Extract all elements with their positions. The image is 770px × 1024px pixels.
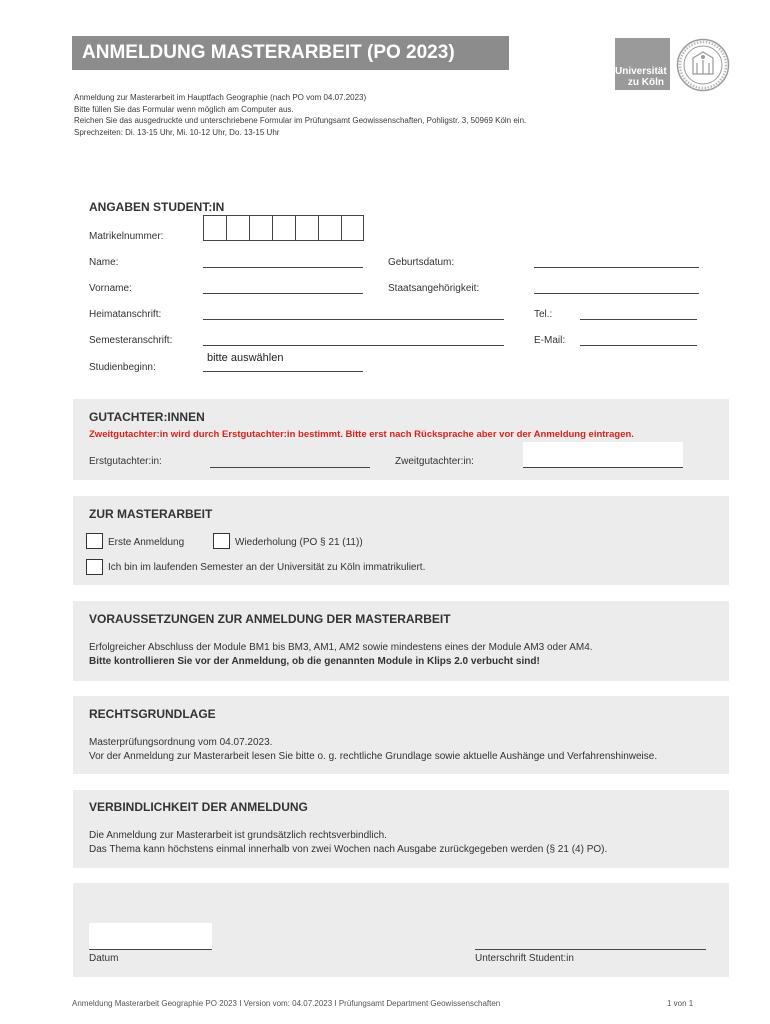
matrikel-label: Matrikelnummer: [89, 231, 164, 242]
geburtsdatum-label: Geburtsdatum: [388, 257, 455, 268]
verbindlichkeit-text [89, 829, 607, 857]
studienbeginn-label: Studienbeginn: [89, 362, 156, 373]
verbindlichkeit-section-title: VERBINDLICHKEIT DER ANMELDUNG [89, 800, 308, 814]
datum-input[interactable] [89, 923, 212, 949]
unterschrift-label: Unterschrift Student:in [475, 953, 574, 964]
zweitgutachter-label: Zweitgutachter:in: [395, 456, 474, 467]
erstgutachter-field[interactable] [210, 467, 370, 468]
datum-label: Datum [89, 953, 119, 964]
erste-anmeldung-label: Erste Anmeldung [108, 537, 185, 548]
matrikel-digit-box[interactable] [295, 215, 318, 241]
rechtsgrundlage-section [73, 696, 729, 774]
intro-line: Reichen Sie das ausgedruckte und unterschriebene Formular im Prüfungsamt Geowissenschaften, Pohligstr. 3, 50969 Köln ein. [74, 116, 527, 126]
verbindlichkeit-line: Die Anmeldung zur Masterarbeit ist grundsätzlich rechtsverbindlich. [89, 830, 387, 841]
footer-info: Anmeldung Masterarbeit Geographie PO 2023 I Version vom: 04.07.2023 I Prüfungsamt Department Geowissenschaften [72, 999, 501, 1008]
voraussetzungen-warning: Bitte kontrollieren Sie vor der Anmeldung, ob die genannten Module in Klips 2.0 verbucht sind! [89, 656, 540, 667]
gutachter-section [73, 399, 729, 480]
rechtsgrundlage-section-title: RECHTSGRUNDLAGE [89, 707, 216, 721]
zweitgutachter-underline [523, 467, 683, 468]
matrikel-digit-box[interactable] [318, 215, 341, 241]
matrikel-input[interactable] [203, 215, 364, 241]
heimatanschrift-field[interactable] [203, 319, 504, 320]
studienbeginn-underline [203, 371, 363, 372]
intro-line: Sprechzeiten: Di. 13-15 Uhr, Mi. 10-12 Uhr, Do. 13-15 Uhr [74, 127, 280, 137]
student-section-title: ANGABEN STUDENT:IN [89, 200, 225, 214]
rechtsgrundlage-line: Masterprüfungsordnung vom 04.07.2023. [89, 737, 273, 748]
matrikel-digit-box[interactable] [203, 215, 226, 241]
matrikel-digit-box[interactable] [226, 215, 249, 241]
geburtsdatum-field[interactable] [534, 267, 699, 268]
logo-line1: Universität [615, 66, 667, 77]
staatsangehoerigkeit-field[interactable] [534, 293, 699, 294]
matrikel-digit-box[interactable] [341, 215, 364, 241]
semesteranschrift-field[interactable] [203, 345, 504, 346]
name-label: Name: [89, 257, 119, 268]
email-label: E-Mail: [534, 335, 566, 346]
matrikel-digit-box[interactable] [272, 215, 295, 241]
voraussetzungen-line: Erfolgreicher Abschluss der Module BM1 bis BM3, AM1, AM2 sowie mindestens eines der Module AM3 oder AM4. [89, 642, 593, 653]
masterarbeit-section-title: ZUR MASTERARBEIT [89, 507, 213, 521]
tel-label: Tel.: [534, 309, 553, 320]
tel-field[interactable] [580, 319, 697, 320]
page-title: ANMELDUNG MASTERARBEIT (PO 2023) [72, 36, 509, 70]
erste-anmeldung-checkbox[interactable] [86, 533, 103, 549]
rechtsgrundlage-line: Vor der Anmeldung zur Masterarbeit lesen Sie bitte o. g. rechtliche Grundlage sowie aktuelle Aushänge und Verfahrenshinweise. [89, 751, 658, 762]
page-number: 1 von 1 [667, 999, 694, 1008]
vorname-field[interactable] [203, 293, 363, 294]
intro-line: Anmeldung zur Masterarbeit im Hauptfach Geographie (nach PO vom 04.07.2023) [74, 93, 367, 102]
verbindlichkeit-section [73, 790, 729, 868]
masterarbeit-section [73, 496, 729, 585]
rechtsgrundlage-text [89, 736, 657, 764]
studienbeginn-select[interactable]: bitte auswählen [207, 352, 284, 364]
vorname-label: Vorname: [89, 283, 132, 294]
heimatanschrift-label: Heimatanschrift: [89, 309, 162, 320]
unterschrift-field[interactable] [475, 949, 706, 950]
gutachter-section-title: GUTACHTER:INNEN [89, 410, 205, 424]
erstgutachter-label: Erstgutachter:in: [89, 456, 162, 467]
intro-text [74, 92, 526, 138]
semesteranschrift-label: Semesteranschrift: [89, 335, 173, 346]
datum-underline [89, 949, 212, 950]
logo-line2: zu Köln [627, 77, 664, 88]
name-field[interactable] [203, 267, 363, 268]
voraussetzungen-section [73, 601, 729, 681]
wiederholung-label: Wiederholung (PO § 21 (11)) [235, 537, 363, 548]
matrikel-digit-box[interactable] [249, 215, 272, 241]
voraussetzungen-text [89, 641, 593, 669]
university-logo [615, 38, 670, 90]
immatrikuliert-label: Ich bin im laufenden Semester an der Universität zu Köln immatrikuliert. [108, 562, 426, 573]
gutachter-note: Zweitgutachter:in wird durch Erstgutachter:in bestimmt. Bitte erst nach Rücksprache aber vor der Anmeldung eintragen. [89, 429, 634, 440]
intro-line: Bitte füllen Sie das Formular wenn möglich am Computer aus. [74, 104, 294, 114]
email-field[interactable] [580, 345, 697, 346]
immatrikuliert-checkbox[interactable] [86, 559, 103, 575]
wiederholung-checkbox[interactable] [213, 533, 230, 549]
signature-section [73, 883, 729, 977]
university-seal-icon [676, 38, 730, 92]
staatsangehoerigkeit-label: Staatsangehörigkeit: [388, 283, 480, 294]
verbindlichkeit-line: Das Thema kann höchstens einmal innerhalb von zwei Wochen nach Ausgabe zurückgegeben werden (§ 21 (4) PO). [89, 844, 608, 855]
voraussetzungen-section-title: VORAUSSETZUNGEN ZUR ANMELDUNG DER MASTERARBEIT [89, 612, 451, 626]
zweitgutachter-input[interactable] [523, 442, 683, 467]
